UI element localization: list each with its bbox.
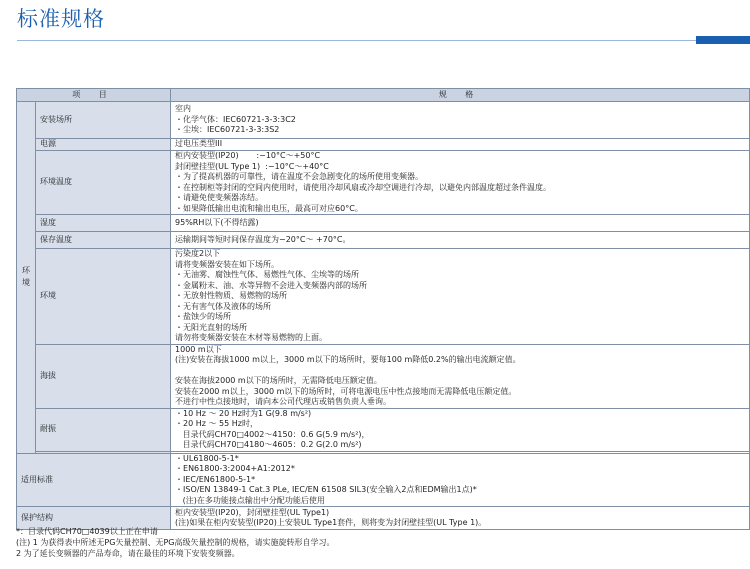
header-item: 项 目 xyxy=(17,89,171,102)
spec-line: 95%RH以下(不得结露) xyxy=(175,217,259,227)
row-label-altitude: 海拔 xyxy=(36,344,171,408)
title-accent-bar xyxy=(696,36,750,44)
spec-line: 请勿将变频器安装在木材等易燃物的上面。 xyxy=(175,333,328,342)
footnotes xyxy=(16,526,334,559)
row-value-environment xyxy=(171,249,750,345)
spec-line: ・如果降低输出电流和输出电压，最高可对应60°C。 xyxy=(175,203,363,213)
spec-line: 运输期间等短时间保存温度为−20°C～ +70°C。 xyxy=(175,234,351,244)
spec-line: 目录代码CH70□4002～4150：0.6 G(5.9 m/s²)， xyxy=(175,429,370,439)
footnote-line: *：目录代码CH70□4039以上正在申请 xyxy=(16,527,158,536)
footnote-line: (注) 1 为获得表中所述无PG矢量控制、无PG高级矢量控制的规格，请实施旋转形自学习。 xyxy=(16,538,335,547)
spec-line: ・无放射性物质、易燃物的场所 xyxy=(175,291,288,300)
row-label-protection: 保护结构 xyxy=(17,507,171,530)
spec-line: ・10 Hz ～ 20 Hz时为1 G(9.8 m/s²) xyxy=(175,408,312,418)
spec-line: ・无有害气体及液体的场所 xyxy=(175,301,272,311)
spec-line: ・请避免使变频器冻结。 xyxy=(175,193,264,202)
spec-line: 不进行中性点接地时，请向本公司代理店或销售负责人垂询。 xyxy=(175,397,392,406)
spec-line: (注)如果在柜内安装型(IP20)上安装UL Type1套件，则将变为封闭壁挂型(UL Type 1)。 xyxy=(175,518,487,527)
spec-line: ・无阳光直射的场所 xyxy=(175,322,248,332)
env-group-text: 环境 xyxy=(22,266,30,288)
spec-line: ・UL61800-5-1* xyxy=(175,453,239,463)
spec-line: ・ISO/EN 13849-1 Cat.3 PLe, IEC/EN 61508 SIL3(安全输入2点和EDM输出1点)* xyxy=(175,485,477,494)
spec-line: ・金属粉末、油、水等异物不会进入变频器内部的场所 xyxy=(175,280,368,290)
spec-line: ・化学气体：IEC60721-3-3:3C2 xyxy=(175,114,296,124)
spec-line: 安装在海拔2000 m以下的场所时，无需降低电压额定值。 xyxy=(175,376,382,385)
header-spec: 规 格 xyxy=(171,89,750,102)
row-value-vibration xyxy=(171,408,750,451)
row-label-storage: 保存温度 xyxy=(36,232,171,249)
spec-line: 请将变频器安装在如下场所。 xyxy=(175,259,280,269)
env-group-label xyxy=(17,102,36,454)
row-label-humidity: 湿度 xyxy=(36,215,171,232)
spec-line: ・无油雾、腐蚀性气体、易燃性气体、尘埃等的场所 xyxy=(175,270,360,279)
spec-table xyxy=(16,88,750,530)
row-label-environment: 环境 xyxy=(36,249,171,345)
spec-line: ・在控制柜等封闭的空间内使用时，请使用冷却风扇或冷却空调进行冷却，以避免内部温度超过条件温度。 xyxy=(175,182,552,192)
row-value-install xyxy=(171,102,750,139)
spec-line: 目录代码CH70□4180～4605：0.2 G(2.0 m/s²) xyxy=(175,440,362,449)
spec-line: (注)在多功能接点输出中分配功能后使用 xyxy=(175,495,325,505)
spec-line: 污染度2以下 xyxy=(175,249,221,258)
spec-line: 柜内安装型(IP20)，封闭壁挂型(UL Type1) xyxy=(175,507,330,517)
spec-line: ・为了提高机器的可靠性，请在温度不会急剧变化的场所使用变频器。 xyxy=(175,172,424,181)
row-label-power: 电源 xyxy=(36,139,171,151)
spec-line xyxy=(175,366,745,377)
spec-line: ・EN61800-3:2004+A1:2012* xyxy=(175,464,295,473)
spec-line: 过电压类型III xyxy=(175,139,223,149)
spec-line: (注)安装在海拔1000 m以上，3000 m以下的场所时，要每100 m降低0.2%的输出电流额定值。 xyxy=(175,355,521,364)
spec-line: 室内 xyxy=(175,104,192,114)
spec-line: 封闭壁挂型(UL Type 1) :−10°C～+40°C xyxy=(175,161,329,171)
footnote-line: 2 为了延长变频器的产品寿命，请在最佳的环境下安装变频器。 xyxy=(16,549,240,558)
row-value-altitude xyxy=(171,344,750,408)
row-label-standards: 适用标准 xyxy=(17,453,171,507)
spec-line: ・20 Hz ～ 55 Hz时， xyxy=(175,419,258,428)
row-value-temp xyxy=(171,151,750,215)
title-underline xyxy=(17,40,698,41)
row-value-power xyxy=(171,139,750,151)
spec-line: ・盐蚀少的场所 xyxy=(175,312,232,321)
spec-line: ・尘埃：IEC60721-3-3:3S2 xyxy=(175,125,280,135)
spec-line: 安装在2000 m以上，3000 m以下的场所时，可将电源电压中性点接地而无需降低电压额定值。 xyxy=(175,386,517,396)
spec-line: 1000 m以下 xyxy=(175,344,222,354)
row-label-vibration: 耐振 xyxy=(36,408,171,451)
spec-line: ・IEC/EN61800-5-1* xyxy=(175,474,256,484)
page-title: 标准规格 xyxy=(17,7,105,31)
row-value-humidity xyxy=(171,215,750,232)
row-label-install: 安装场所 xyxy=(36,102,171,139)
row-value-standards xyxy=(171,453,750,507)
row-value-storage xyxy=(171,232,750,249)
spec-line: 柜内安装型(IP20) :−10°C～+50°C xyxy=(175,151,321,160)
row-label-temp: 环境温度 xyxy=(36,151,171,215)
